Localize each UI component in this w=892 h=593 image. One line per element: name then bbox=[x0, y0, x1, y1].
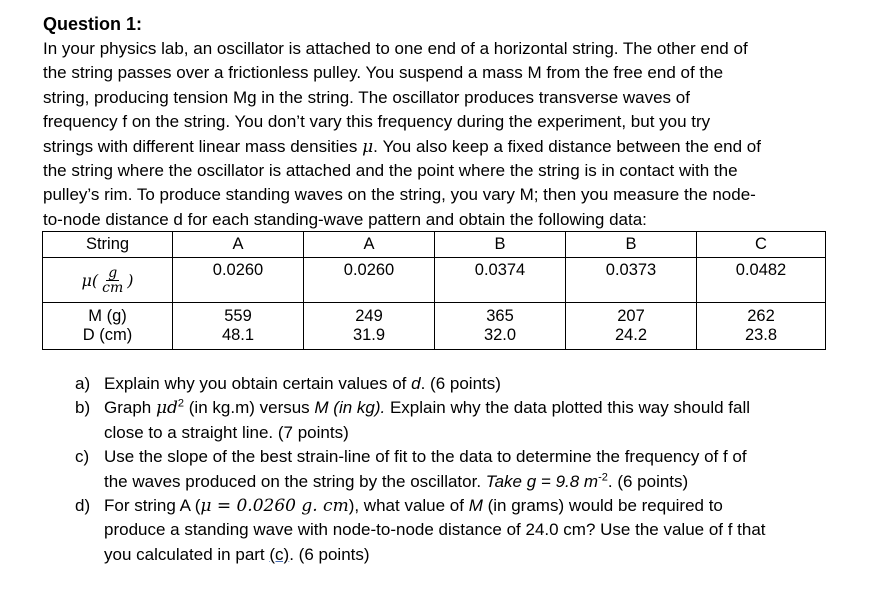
cell-mu-5: 0.0482 bbox=[697, 258, 826, 303]
question-a-var-d: d bbox=[411, 374, 421, 393]
table-row-mu bbox=[43, 258, 826, 303]
cell-mass-2: 249 bbox=[304, 303, 435, 327]
question-b-text-2: (in kg.m) versus bbox=[184, 398, 315, 418]
cell-distance-3: 32.0 bbox=[435, 326, 566, 350]
question-c bbox=[75, 445, 835, 494]
question-d-text-4: produce a standing wave with node-to-node distance of 24.0 cm? Use the value of f that bbox=[104, 520, 766, 540]
mu-fraction-numerator: g bbox=[108, 264, 118, 281]
cell-string-4: B bbox=[566, 232, 697, 258]
intro-line-5-rest: . You also keep a fixed distance between the end of bbox=[373, 136, 761, 156]
question-b-text-3: Explain why the data plotted this way should fall bbox=[385, 398, 751, 418]
mu-unit-label bbox=[81, 266, 133, 295]
question-d-text-5: you calculated in part bbox=[104, 544, 270, 564]
intro-line-3: string, producing tension Mg in the string. The oscillator produces transverse waves of bbox=[43, 87, 690, 107]
cell-distance-2: 31.9 bbox=[304, 326, 435, 350]
question-list bbox=[75, 372, 835, 567]
cell-mu-1: 0.0260 bbox=[173, 258, 304, 303]
question-b-mu-d: μd bbox=[155, 398, 178, 419]
question-d-text-6: . (6 points) bbox=[289, 544, 370, 564]
question-c-text-2: the waves produced on the string by the oscillator. bbox=[104, 471, 486, 491]
mu-open: μ( bbox=[81, 270, 99, 290]
intro-line-7: pulley’s rim. To produce standing waves on the string, you vary M; then you measure the node- bbox=[43, 185, 756, 205]
intro-line-5 bbox=[43, 135, 833, 159]
cell-mu-4: 0.0373 bbox=[566, 258, 697, 303]
cell-mass-1: 559 bbox=[173, 303, 304, 327]
table-row-mass bbox=[43, 303, 826, 327]
intro-line-8: to-node distance d for each standing-wave pattern and obtain the following data: bbox=[43, 209, 647, 229]
question-d-part-ref: (c) bbox=[269, 544, 290, 564]
cell-distance-5: 23.8 bbox=[697, 326, 826, 350]
question-a-text-1: Explain why you obtain certain values of bbox=[104, 374, 412, 393]
label-string: String bbox=[43, 232, 173, 258]
question-c-text-1: Use the slope of the best strain-line of fit to the data to determine the frequency of f of bbox=[104, 447, 747, 467]
cell-string-5: C bbox=[697, 232, 826, 258]
question-c-text-3: . (6 points) bbox=[607, 471, 689, 491]
cell-mu-2: 0.0260 bbox=[304, 258, 435, 303]
cell-mass-3: 365 bbox=[435, 303, 566, 327]
cell-string-1: A bbox=[173, 232, 304, 258]
question-b bbox=[75, 396, 835, 445]
question-b-text-m: M (in kg). bbox=[314, 398, 386, 418]
intro-line-2: the string passes over a frictionless pulley. You suspend a mass M from the free end of the bbox=[43, 63, 724, 83]
question-b-text-4: close to a straight line. (7 points) bbox=[104, 422, 349, 442]
table-row-distance bbox=[43, 326, 826, 350]
question-b-text-1: Graph bbox=[104, 398, 156, 418]
mu-symbol: μ bbox=[362, 136, 374, 157]
question-a-text-2: . (6 points) bbox=[420, 374, 501, 393]
mu-close: ) bbox=[127, 270, 134, 290]
intro-line-1: In your physics lab, an oscillator is attached to one end of a horizontal string. The other end of bbox=[43, 39, 748, 58]
cell-string-3: B bbox=[435, 232, 566, 258]
question-a bbox=[75, 372, 835, 396]
question-c-superscript: -2 bbox=[598, 470, 608, 483]
question-a-letter: a) bbox=[75, 374, 91, 393]
question-d-mu-value: μ = 0.0260 g. cm bbox=[200, 496, 349, 517]
question-d-var-m: M bbox=[468, 496, 483, 516]
mu-fraction-denominator: cm bbox=[102, 279, 124, 296]
question-title: Question 1: bbox=[43, 14, 143, 34]
question-b-letter: b) bbox=[75, 398, 91, 418]
question-b-superscript: 2 bbox=[177, 397, 185, 410]
cell-mass-5: 262 bbox=[697, 303, 826, 327]
label-distance: D (cm) bbox=[43, 326, 173, 350]
question-c-take-g: Take g = 9.8 m bbox=[485, 471, 599, 491]
question-d bbox=[75, 494, 835, 567]
label-mu bbox=[43, 258, 173, 303]
cell-distance-1: 48.1 bbox=[173, 326, 304, 350]
cell-mu-3: 0.0374 bbox=[435, 258, 566, 303]
intro-line-5-text: strings with different linear mass densities bbox=[43, 136, 363, 156]
cell-string-2: A bbox=[304, 232, 435, 258]
question-d-text-1: For string A ( bbox=[104, 496, 201, 516]
data-table bbox=[42, 231, 826, 350]
cell-mass-4: 207 bbox=[566, 303, 697, 327]
intro-line-4: frequency f on the string. You don’t vary this frequency during the experiment, but you try bbox=[43, 112, 711, 132]
question-d-text-3: (in grams) would be required to bbox=[482, 496, 723, 516]
question-d-letter: d) bbox=[75, 496, 91, 516]
label-mass: M (g) bbox=[43, 303, 173, 327]
question-d-text-2: ), what value of bbox=[348, 496, 469, 516]
mu-fraction bbox=[100, 266, 125, 295]
intro-paragraph bbox=[43, 37, 833, 232]
question-c-letter: c) bbox=[75, 447, 90, 467]
table-row-string bbox=[43, 232, 826, 258]
cell-distance-4: 24.2 bbox=[566, 326, 697, 350]
intro-line-6: the string where the oscillator is attached and the point where the string is in contact with the bbox=[43, 161, 738, 181]
